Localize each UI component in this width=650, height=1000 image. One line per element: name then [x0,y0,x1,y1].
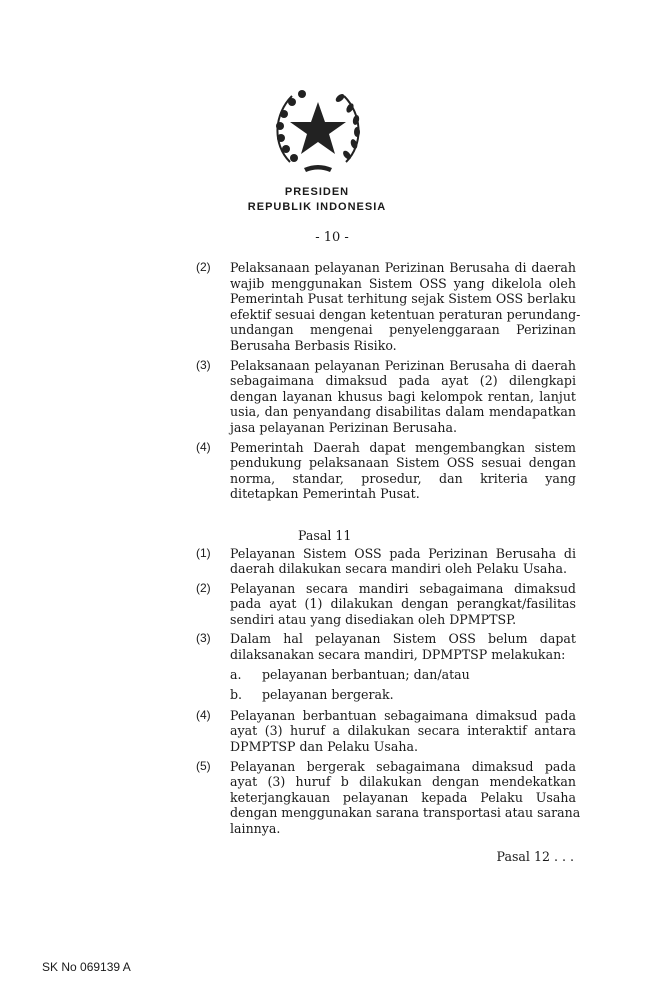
list-item [196,667,576,683]
list-item [196,687,576,703]
paragraph-line: Pelayanan bergerak sebagaimana dimaksud pada [230,758,576,774]
paragraph-line: dengan layanan khusus bagi kelompok rentan, lanjut [230,388,576,404]
paragraph-line: usia, dan penyandang disabilitas dalam mendapatkan [230,404,576,420]
paragraph-number: (3) [196,631,211,646]
header-republic: REPUBLIK INDONESIA [247,201,387,213]
paragraph-line: Dalam hal pelayanan Sistem OSS belum dapat [230,631,576,647]
paragraph [196,708,576,755]
paragraph-number: (3) [196,357,211,372]
paragraph-line: DPMPTSP dan Pelaku Usaha. [230,739,418,755]
presidential-emblem-icon [270,84,366,176]
paragraph-number: (5) [196,758,211,773]
header-president: PRESIDEN [284,186,350,198]
paragraph-line: ditetapkan Pemerintah Pusat. [230,486,420,502]
paragraph-line: norma, standar, prosedur, dan kriteria yang [230,470,576,486]
paragraph-line: pendukung pelaksanaan Sistem OSS sesuai dengan [230,455,576,471]
paragraph-number: (4) [196,707,211,722]
paragraph-line: Pelaksanaan pelayanan Perizinan Berusaha di daerah [230,357,576,373]
paragraph-line: Pelayanan Sistem OSS pada Perizinan Berusaha di [230,545,576,561]
pasal-10-continuation [196,260,581,502]
paragraph-line: sendiri atau yang disediakan oleh DPMPTSP. [230,611,517,627]
paragraph-number: (1) [196,545,211,560]
paragraph-line: undangan mengenai penyelenggaraan Perizinan [230,322,576,338]
paragraph-line: dilaksanakan secara mandiri, DPMPTSP melakukan: [230,647,566,663]
paragraph [196,581,576,628]
list-item-text: pelayanan berbantuan; dan/atau [262,666,470,682]
paragraph-number: (2) [196,260,211,274]
document-code: SK No 069139 A [42,960,131,974]
paragraph-line: pada ayat (1) dilakukan dengan perangkat/fasilitas [230,596,576,612]
page-number: - 10 - [315,230,349,245]
paragraph-line: lainnya. [230,821,281,836]
paragraph-line: Berusaha Berbasis Risiko. [230,337,397,353]
paragraph [196,440,576,502]
paragraph-line: efektif sesuai dengan ketentuan peraturan perundang- [230,306,581,322]
paragraph [196,260,581,354]
paragraph-number: (4) [196,439,211,454]
paragraph-line: Pemerintah Daerah dapat mengembangkan sistem [230,439,576,455]
list-item-text: pelayanan bergerak. [262,687,394,703]
paragraph-line: ayat (3) huruf b dilakukan dengan mendekatkan [230,774,576,790]
pasal-11-body [196,545,581,837]
list-item-label: a. [230,666,242,682]
pasal-11-heading: Pasal 11 [298,527,352,543]
paragraph-line: jasa pelayanan Perizinan Berusaha. [230,419,458,435]
paragraph-line: daerah dilakukan secara mandiri oleh Pelaku Usaha. [230,561,568,577]
paragraph-line: Pelayanan secara mandiri sebagaimana dimaksud [230,580,576,596]
paragraph-line: Pemerintah Pusat terhitung sejak Sistem OSS berlaku [230,291,576,307]
paragraph [196,631,576,662]
paragraph-line: keterjangkauan pelayanan kepada Pelaku Usaha [230,789,576,805]
paragraph [196,358,576,436]
paragraph-line: ayat (3) huruf a dilakukan secara interaktif antara [230,723,576,739]
paragraph-line: Pelayanan berbantuan sebagaimana dimaksud pada [230,707,576,723]
paragraph [196,546,576,577]
paragraph-line: wajib menggunakan Sistem OSS yang dikelola oleh [230,275,576,291]
next-page-reference: Pasal 12 . . . [496,849,574,864]
paragraph-line: Pelaksanaan pelayanan Perizinan Berusaha di daerah [230,260,576,275]
paragraph-line: dengan menggunakan sarana transportasi atau sarana [230,805,581,821]
list-item-label: b. [230,687,243,703]
paragraph-number: (2) [196,580,211,595]
paragraph-line: sebagaimana dimaksud pada ayat (2) dilengkapi [230,373,576,389]
document-body [196,260,581,841]
paragraph [196,758,581,837]
